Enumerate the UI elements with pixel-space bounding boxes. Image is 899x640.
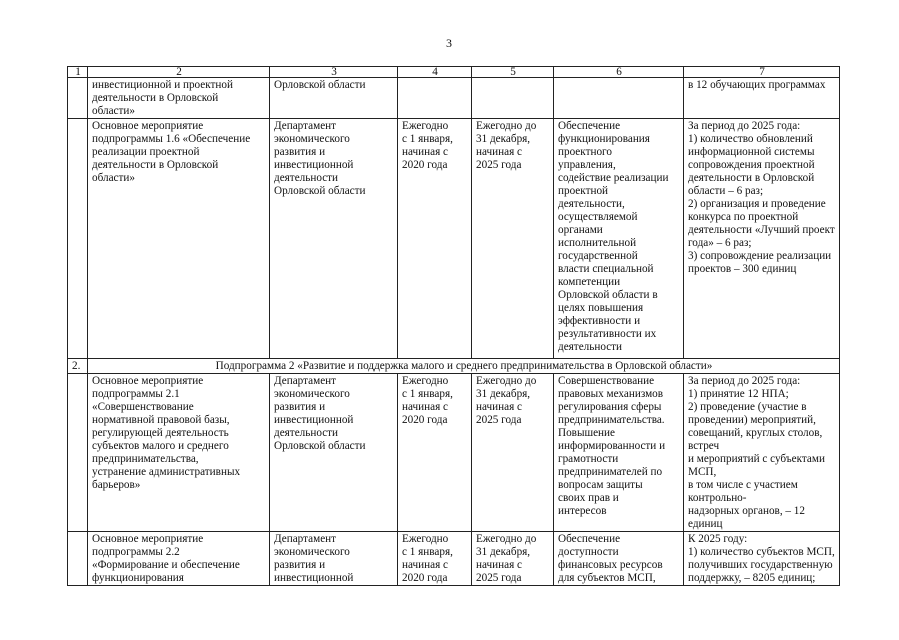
table-row [68,374,840,532]
header-cell-2: 2 [88,67,270,78]
section-title: Подпрограмма 2 «Развитие и поддержка малого и среднего предпринимательства в Орловской области» [88,359,840,374]
cell-number [68,532,88,586]
cell-number [68,78,88,119]
cell-end: Ежегодно до 31 декабря, начиная с 2025 года [472,532,554,586]
cell-start: Ежегодно с 1 января, начиная с 2020 года [398,119,472,359]
cell-event: Основное мероприятие подпрограммы 2.1 «Совершенствование нормативной правовой базы, регулирующей деятельность субъектов малого и среднего предпринимательства, устранение административных барьеров» [88,374,270,532]
cell-result [554,78,684,119]
cell-end: Ежегодно до 31 декабря, начиная с 2025 года [472,119,554,359]
cell-indicator: За период до 2025 года: 1) количество обновлений информационной системы сопровождения проектной деятельности в Орловской области – 6 раз; 2) организация и проведение конкурса по проектной деятельности «Лучший проект года» – 6 раз; 3) сопровождение реализации проектов – 300 единиц [684,119,840,359]
header-cell-7: 7 [684,67,840,78]
cell-number [68,374,88,532]
cell-result: Обеспечение доступности финансовых ресурсов для субъектов МСП, [554,532,684,586]
header-cell-6: 6 [554,67,684,78]
program-table [67,66,840,586]
cell-end: Ежегодно до 31 декабря, начиная с 2025 года [472,374,554,532]
cell-result: Совершенствование правовых механизмов регулирования сферы предпринимательства. Повышение информированности и грамотности предпринимателей по вопросам защиты своих прав и интересов [554,374,684,532]
cell-result: Обеспечение функционирования проектного управления, содействие реализации проектной деятельности, осуществляемой органами исполнительной государственной власти специальной компетенции Орловской области в целях повышения эффективности и результативности их деятельности [554,119,684,359]
cell-executor: Департамент экономического развития и инвестиционной деятельности Орловской области [270,374,398,532]
header-cell-4: 4 [398,67,472,78]
cell-indicator: в 12 обучающих программах [684,78,840,119]
cell-start [398,78,472,119]
table-row [68,532,840,586]
cell-start: Ежегодно с 1 января, начиная с 2020 года [398,374,472,532]
header-cell-3: 3 [270,67,398,78]
table-row [68,119,840,359]
cell-executor: Орловской области [270,78,398,119]
header-cell-1: 1 [68,67,88,78]
cell-executor: Департамент экономического развития и инвестиционной деятельности Орловской области [270,119,398,359]
header-cell-5: 5 [472,67,554,78]
cell-end [472,78,554,119]
table-header-row [68,67,840,78]
cell-number [68,119,88,359]
cell-indicator: К 2025 году: 1) количество субъектов МСП, получивших государственную поддержку, – 8205 единиц; [684,532,840,586]
table-row [68,78,840,119]
cell-event: инвестиционной и проектной деятельности в Орловской области» [88,78,270,119]
cell-event: Основное мероприятие подпрограммы 1.6 «Обеспечение реализации проектной деятельности в Орловской области» [88,119,270,359]
cell-event: Основное мероприятие подпрограммы 2.2 «Формирование и обеспечение функционирования [88,532,270,586]
cell-start: Ежегодно с 1 января, начиная с 2020 года [398,532,472,586]
section-row [68,359,840,374]
cell-indicator: За период до 2025 года: 1) принятие 12 НПА; 2) проведение (участие в проведении) мероприятий, совещаний, круглых столов, встреч и мероприятий с субъектами МСП, в том числе с участием контрольно- надзорных органов, – 12 единиц [684,374,840,532]
page-number: 3 [446,36,452,50]
cell-executor: Департамент экономического развития и инвестиционной [270,532,398,586]
section-number: 2. [68,359,88,374]
